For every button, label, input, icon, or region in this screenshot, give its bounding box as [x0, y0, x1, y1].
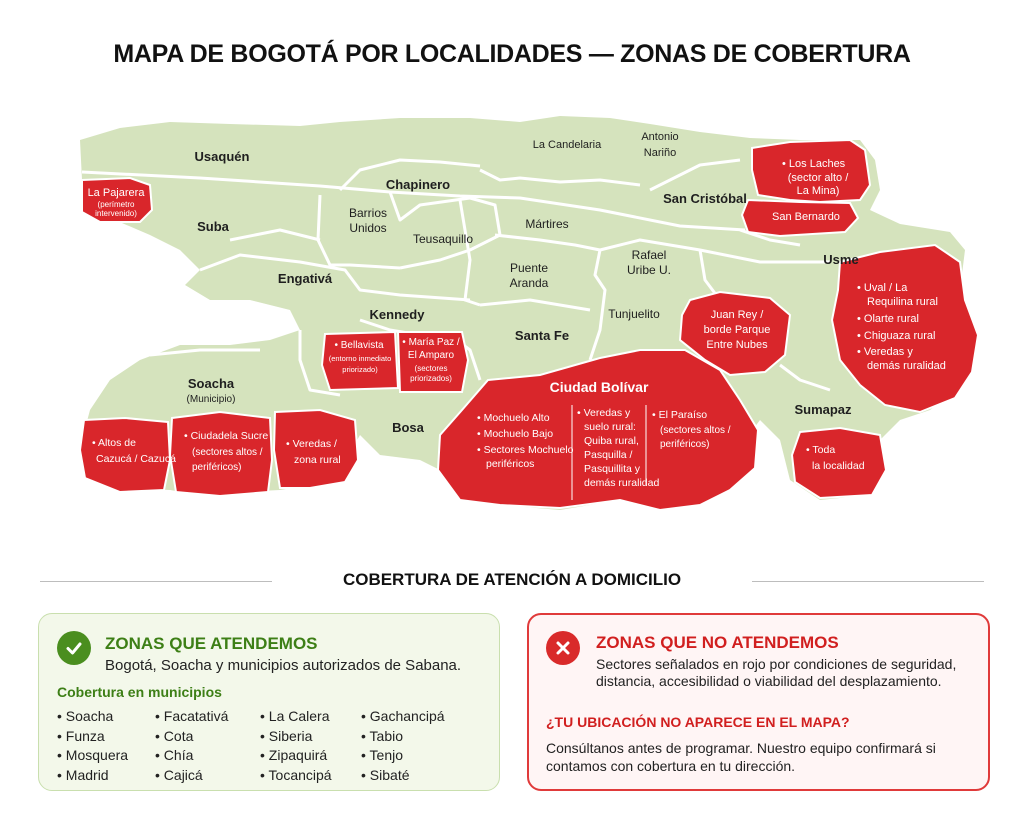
municipio-item: • Soacha: [57, 707, 128, 727]
municipio-item: • Cota: [155, 727, 228, 747]
location-question: ¿TU UBICACIÓN NO APARECE EN EL MAPA?: [546, 714, 850, 730]
label-sumapaz-toda-1: • Toda: [806, 444, 836, 456]
label-cb2-4: Pasquilla /: [584, 449, 633, 461]
label-barrios-unidos-2: Unidos: [349, 221, 387, 235]
label-cb2-1: • Veredas y: [577, 407, 631, 419]
label-usme-rural-6: demás ruralidad: [867, 360, 946, 372]
municipio-item: • Gachancipá: [361, 707, 445, 727]
label-cb3-2: (sectores altos /: [660, 425, 731, 436]
municipio-item: • Mosquera: [57, 746, 128, 766]
coverage-heading: COBERTURA DE ATENCIÓN A DOMICILIO: [342, 570, 682, 589]
label-sumapaz-toda-2: la localidad: [812, 460, 865, 472]
label-cb2-6: demás ruralidad: [584, 477, 660, 489]
municipio-item: • Siberia: [260, 727, 332, 747]
label-san-cristobal: San Cristóbal: [663, 191, 747, 206]
label-cb1-4: periféricos: [486, 458, 535, 470]
zones-not-served-description: Sectores señalados en rojo por condiciones de seguridad, distancia, accesibilidad o viabilidad del desplazamiento.: [596, 656, 957, 689]
label-rafael-uribe-1: Rafael: [631, 248, 667, 262]
label-la-pajarera-3: intervenido): [95, 209, 137, 218]
municipio-item: • Zipaquirá: [260, 746, 332, 766]
label-ciudadela-sucre-3: periféricos): [192, 462, 242, 473]
label-antonio-narino-2: Nariño: [643, 147, 677, 159]
label-teusaquillo: Teusaquillo: [412, 232, 474, 246]
label-cb1-2: • Mochuelo Bajo: [477, 428, 554, 440]
label-bellavista-2: (entorno inmediato: [328, 354, 392, 363]
label-usme: Usme: [823, 252, 859, 267]
label-bosa: Bosa: [392, 420, 424, 435]
label-barrios-unidos-1: Barrios: [348, 206, 388, 220]
divider-right: [752, 581, 984, 582]
label-la-pajarera-2: (perímetro: [97, 200, 135, 209]
coverage-map: [0, 100, 1024, 530]
municipio-item: • Facatativá: [155, 707, 228, 727]
zones-served-subtitle: Bogotá, Soacha y municipios autorizados de Sabana.: [105, 657, 462, 674]
municipio-item: • Funza: [57, 727, 128, 747]
label-cb1-1: • Mochuelo Alto: [477, 412, 550, 424]
label-soacha-sub: (Municipio): [186, 394, 236, 405]
zones-not-served-title: ZONAS QUE NO ATENDEMOS: [596, 633, 839, 652]
label-juan-rey-2: borde Parque: [703, 324, 771, 336]
label-los-laches-3: La Mina): [796, 185, 840, 197]
municipio-item: • La Calera: [260, 707, 332, 727]
label-maria-paz-1: • María Paz /: [402, 337, 460, 348]
label-la-pajarera-1: La Pajarera: [87, 187, 145, 199]
municipios-title: Cobertura en municipios: [57, 684, 222, 700]
label-kennedy: Kennedy: [369, 307, 425, 322]
label-puente-aranda-2: Aranda: [509, 276, 549, 290]
label-chapinero: Chapinero: [385, 177, 451, 192]
label-san-bernardo: San Bernardo: [772, 211, 840, 223]
label-martires: Mártires: [525, 217, 569, 231]
label-usaquen: Usaquén: [194, 149, 250, 164]
label-altos-cazuca-2: Cazucá / Cazucá: [96, 453, 176, 465]
label-la-candelaria: La Candelaria: [532, 139, 602, 151]
label-usme-rural-4: • Chiguaza rural: [857, 330, 936, 342]
label-maria-paz-2: El Amparo: [407, 350, 455, 361]
label-los-laches-1: • Los Laches: [782, 158, 846, 170]
label-puente-aranda-1: Puente: [509, 261, 549, 275]
zones-served-card: [38, 613, 500, 791]
label-maria-paz-3: (sectores: [414, 364, 448, 373]
label-ciudadela-sucre-1: • Ciudadela Sucre: [184, 430, 269, 442]
label-engativa: Engativá: [277, 271, 333, 286]
label-veredas-soacha-2: zona rural: [294, 454, 341, 466]
municipio-item: • Tabio: [361, 727, 445, 747]
label-cb3-3: periféricos): [660, 439, 710, 450]
check-icon: [57, 631, 91, 665]
label-maria-paz-4: priorizados): [410, 374, 452, 383]
label-usme-rural-1: • Uval / La: [857, 282, 908, 294]
municipios-column-2: [155, 707, 228, 785]
municipios-column-1: [57, 707, 128, 785]
municipio-item: • Cajicá: [155, 766, 228, 786]
municipios-column-3: [260, 707, 332, 785]
close-icon: [546, 631, 580, 665]
municipio-item: • Chía: [155, 746, 228, 766]
label-los-laches-2: (sector alto /: [787, 172, 849, 184]
label-usme-rural-3: • Olarte rural: [857, 313, 919, 325]
zones-served-title: ZONAS QUE ATENDEMOS: [105, 634, 318, 653]
label-tunjuelito: Tunjuelito: [608, 307, 660, 321]
label-sumapaz: Sumapaz: [794, 402, 852, 417]
label-bellavista-1: • Bellavista: [334, 340, 384, 351]
label-suba: Suba: [197, 219, 229, 234]
coverage-section-heading: [40, 566, 984, 596]
municipio-item: • Tenjo: [361, 746, 445, 766]
zones-not-served-card: [527, 613, 990, 791]
label-santa-fe: Santa Fe: [514, 328, 570, 343]
label-rafael-uribe-2: Uribe U.: [626, 263, 672, 277]
label-cb3-1: • El Paraíso: [652, 409, 708, 421]
label-usme-rural-2: Requilina rural: [867, 296, 938, 308]
label-juan-rey-1: Juan Rey /: [710, 309, 764, 321]
label-cb2-2: suelo rural:: [584, 421, 636, 433]
municipio-item: • Madrid: [57, 766, 128, 786]
label-cb2-5: Pasquillita y: [584, 463, 641, 475]
label-veredas-soacha-1: • Veredas /: [286, 438, 337, 450]
municipios-column-4: [361, 707, 445, 785]
municipio-item: • Sibaté: [361, 766, 445, 786]
label-antonio-narino-1: Antonio: [641, 131, 679, 143]
label-juan-rey-3: Entre Nubes: [706, 339, 768, 351]
label-bellavista-3: priorizado): [342, 365, 378, 374]
page-title: MAPA DE BOGOTÁ POR LOCALIDADES — ZONAS DE COBERTURA: [113, 40, 911, 68]
label-soacha: Soacha: [187, 376, 235, 391]
label-cb1-3: • Sectores Mochuelo: [477, 444, 574, 456]
label-altos-cazuca-1: • Altos de: [92, 437, 136, 449]
contact-note: Consúltanos antes de programar. Nuestro equipo confirmará si contamos con cobertura en tu dirección.: [546, 740, 936, 774]
label-ciudad-bolivar: Ciudad Bolívar: [549, 379, 649, 395]
label-cb2-3: Quiba rural,: [584, 435, 639, 447]
label-ciudadela-sucre-2: (sectores altos /: [192, 447, 263, 458]
label-usme-rural-5: • Veredas y: [857, 346, 913, 358]
municipio-item: • Tocancipá: [260, 766, 332, 786]
